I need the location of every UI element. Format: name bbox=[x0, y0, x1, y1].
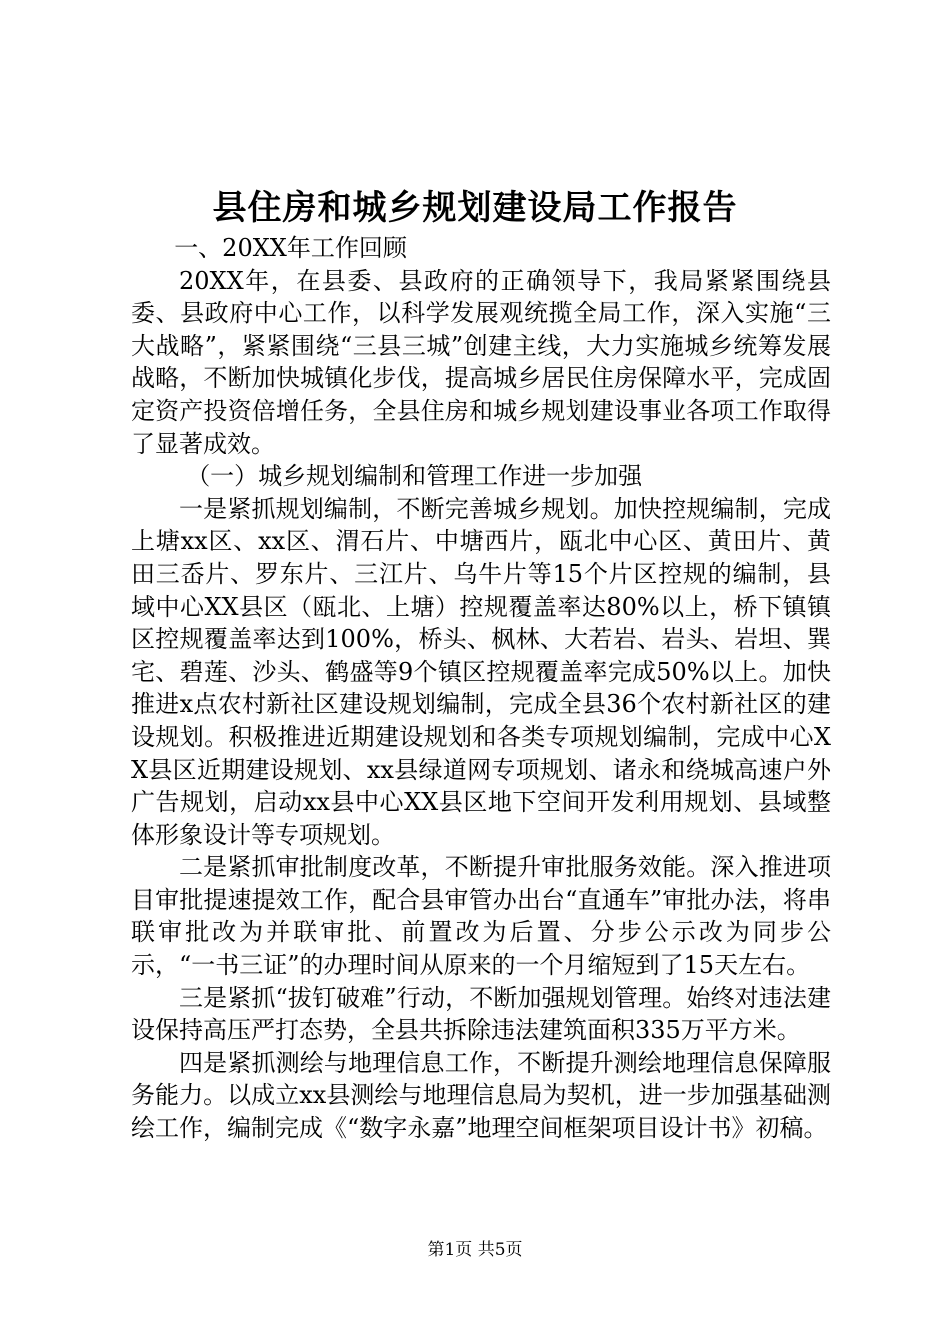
paragraph: 三是紧抓“拔钉破难”行动，不断加强规划管理。始终对违法建设保持高压严打态势，全县共拆除违法建筑面积335万平方米。 bbox=[131, 983, 831, 1045]
subsection-heading: （一）城乡规划编制和管理工作进一步加强 bbox=[186, 462, 643, 491]
paragraph: 20XX年，在县委、县政府的正确领导下，我局紧紧围绕县委、县政府中心工作，以科学发展观统揽全局工作，深入实施“三大战略”，紧紧围绕“三县三城”创建主线，大力实施城乡统筹发展战略，不断加快城镇化步伐，提高城乡居民住房保障水平，完成固定资产投资倍增任务，全县住房和城乡规划建设事业各项工作取得了显著成效。 bbox=[131, 266, 831, 458]
page-footer: 第1页 共5页 bbox=[427, 1240, 523, 1260]
paragraph: 一是紧抓规划编制，不断完善城乡规划。加快控规编制，完成上塘xx区、xx区、渭石片、中塘西片，瓯北中心区、黄田片、黄田三岙片、罗东片、三江片、乌牛片等15个片区控规的编制，县域中心XX县区（瓯北、上塘）控规覆盖率达80%以上，桥下镇镇区控规覆盖率达到100%，桥头、枫林、大若岩、岩头、岩坦、巽宅、碧莲、沙头、鹤盛等9个镇区控规覆盖率完成50%以上。加快推进x点农村新社区建设规划编制，完成全县36个农村新社区的建设规划。积极推进近期建设规划和各类专项规划编制，完成中心XX县区近期建设规划、xx县绿道网专项规划、诸永和绕城高速户外广告规划，启动xx县中心XX县区地下空间开发利用规划、县域整体形象设计等专项规划。 bbox=[131, 494, 831, 849]
paragraph: 二是紧抓审批制度改革，不断提升审批服务效能。深入推进项目审批提速提效工作，配合县审管办出台“直通车”审批办法，将串联审批改为并联审批、前置改为后置、分步公示改为同步公示，“一书三证”的办理时间从原来的一个月缩短到了15天左右。 bbox=[131, 853, 831, 980]
paragraph: 四是紧抓测绘与地理信息工作，不断提升测绘地理信息保障服务能力。以成立xx县测绘与地理信息局为契机，进一步加强基础测绘工作，编制完成《“数字永嘉”地理空间框架项目设计书》初稿。 bbox=[131, 1048, 831, 1143]
document-title: 县住房和城乡规划建设局工作报告 bbox=[212, 188, 738, 228]
section-heading: 一、20XX年工作回顾 bbox=[174, 234, 407, 262]
document-body bbox=[131, 232, 831, 1145]
